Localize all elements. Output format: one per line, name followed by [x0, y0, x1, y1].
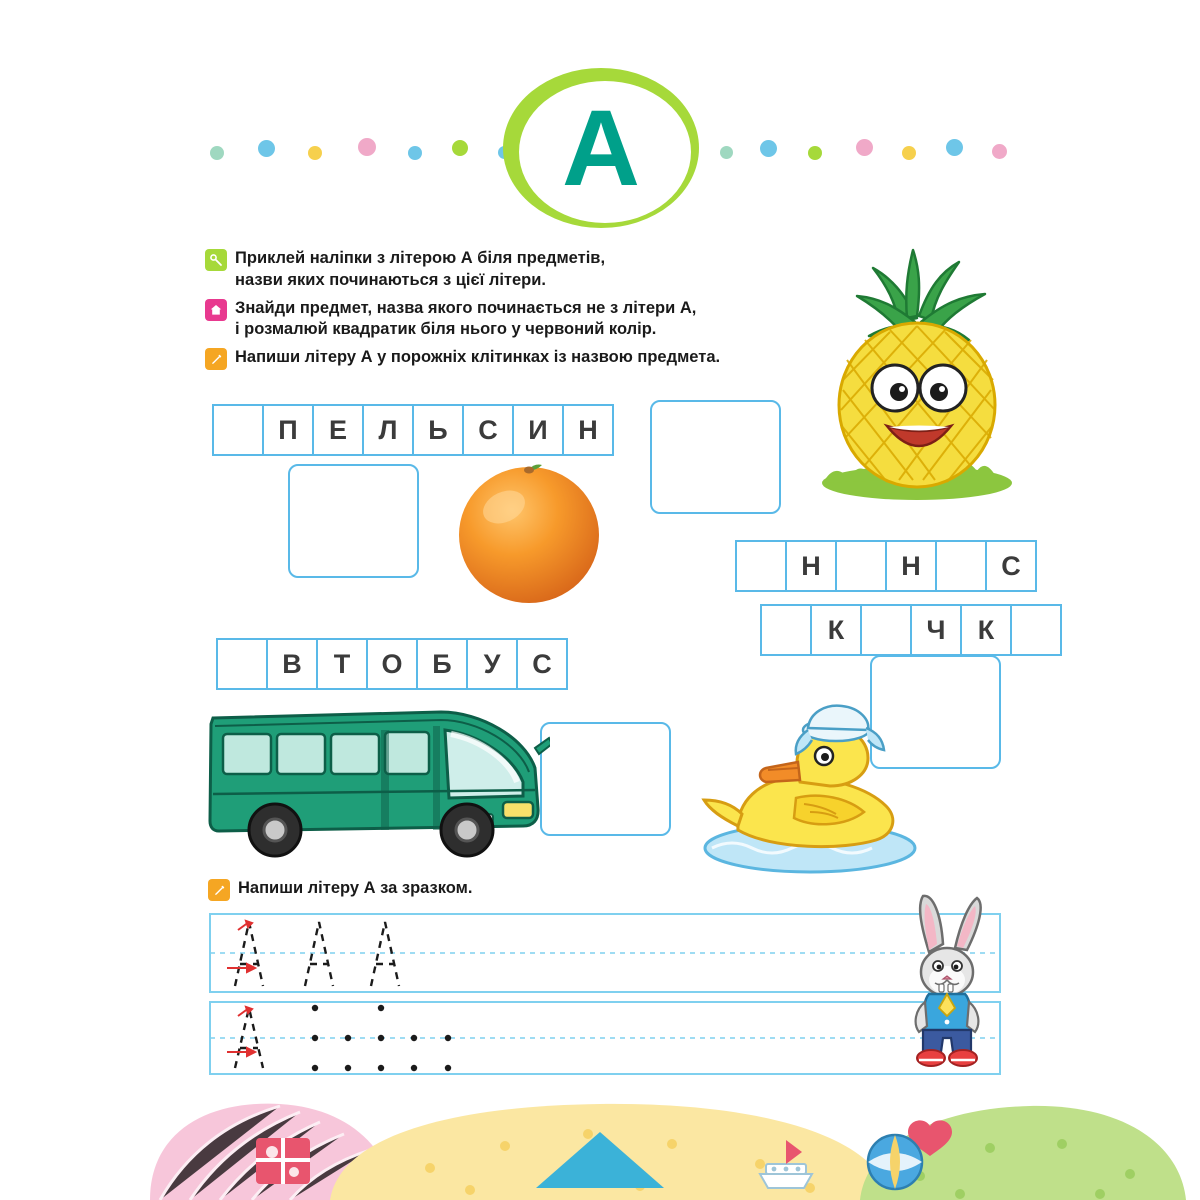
color-box-pineapple[interactable] — [650, 400, 781, 514]
instruction-3-line1: Напиши літеру А у порожніх клітинках із назвою предмета. — [235, 348, 721, 367]
cell-orange-3[interactable]: Л — [362, 404, 414, 456]
color-box-bus[interactable] — [540, 722, 671, 836]
instruction-1-line1: Приклей наліпки з літерою А біля предметів, — [235, 249, 606, 267]
letter-medallion — [503, 68, 699, 228]
instruction-1-line2: назви яких починаються з цієї літери. — [235, 270, 546, 289]
cell-orange-2[interactable]: Е — [312, 404, 364, 456]
cell-bus-1[interactable]: В — [266, 638, 318, 690]
color-box-orange[interactable] — [288, 464, 419, 578]
instruction-2 — [205, 298, 825, 342]
practice-label: Напиши літеру А за зразком. — [238, 879, 473, 897]
cell-bus-4[interactable]: Б — [416, 638, 468, 690]
medallion-letter: А — [562, 87, 640, 208]
practice-lines[interactable] — [205, 908, 1005, 1078]
instruction-2-line2: і розмалюй квадратик біля нього у червоний колір. — [235, 320, 657, 339]
practice-instruction — [208, 878, 472, 901]
instruction-1 — [205, 248, 825, 292]
cell-orange-5[interactable]: С — [462, 404, 514, 456]
cell-duck-2[interactable] — [860, 604, 912, 656]
cell-bus-3[interactable]: О — [366, 638, 418, 690]
bus-illustration — [205, 690, 550, 875]
instruction-3 — [205, 347, 825, 370]
cell-duck-0[interactable] — [760, 604, 812, 656]
cell-orange-4[interactable]: Ь — [412, 404, 464, 456]
cell-pineapple-5[interactable]: С — [985, 540, 1037, 592]
pineapple-illustration — [795, 240, 1040, 505]
cell-pineapple-0[interactable] — [735, 540, 787, 592]
pin-icon — [205, 249, 227, 271]
cell-duck-4[interactable]: К — [960, 604, 1012, 656]
duck-illustration — [680, 700, 930, 875]
cell-duck-1[interactable]: К — [810, 604, 862, 656]
cell-duck-5[interactable] — [1010, 604, 1062, 656]
rabbit-illustration — [895, 890, 1005, 1075]
instruction-2-line1: Знайди предмет, назва якого починається не з літери А, — [235, 298, 697, 317]
house-icon — [205, 299, 227, 321]
orange-illustration — [452, 455, 607, 610]
duck-word-cells — [760, 604, 1060, 656]
cell-bus-0[interactable] — [216, 638, 268, 690]
bus-word-cells — [216, 638, 566, 690]
pencil-icon — [208, 879, 230, 901]
cell-pineapple-2[interactable] — [835, 540, 887, 592]
instructions-block — [205, 248, 825, 376]
bottom-decoration — [0, 1090, 1200, 1200]
cell-orange-6[interactable]: И — [512, 404, 564, 456]
cell-pineapple-3[interactable]: Н — [885, 540, 937, 592]
cell-orange-0[interactable] — [212, 404, 264, 456]
orange-word-cells — [212, 404, 612, 456]
cell-pineapple-1[interactable]: Н — [785, 540, 837, 592]
cell-orange-7[interactable]: Н — [562, 404, 614, 456]
cell-bus-2[interactable]: Т — [316, 638, 368, 690]
cell-orange-1[interactable]: П — [262, 404, 314, 456]
cell-bus-5[interactable]: У — [466, 638, 518, 690]
pencil-icon — [205, 348, 227, 370]
cell-pineapple-4[interactable] — [935, 540, 987, 592]
cell-duck-3[interactable]: Ч — [910, 604, 962, 656]
pineapple-word-cells — [735, 540, 1035, 592]
cell-bus-6[interactable]: С — [516, 638, 568, 690]
